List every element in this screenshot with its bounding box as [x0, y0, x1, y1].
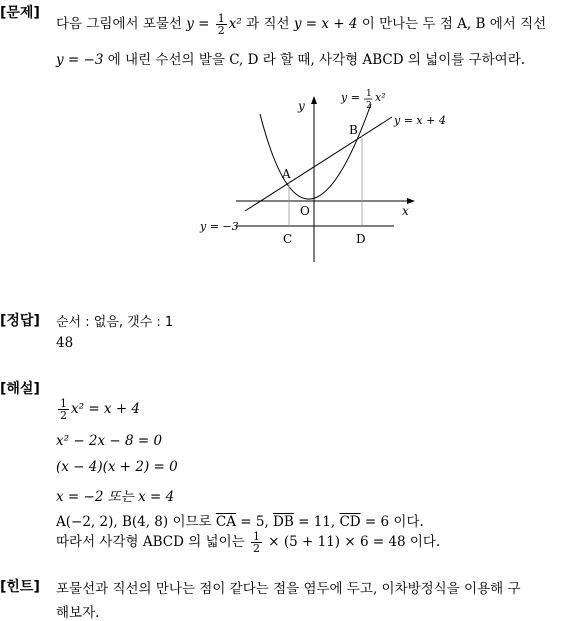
- point-C-label: C: [283, 232, 293, 246]
- step1-fraction: [58, 398, 69, 421]
- solution-step-2: x² − 2x − 8 = 0: [56, 433, 163, 449]
- point-D-label: D: [356, 232, 366, 246]
- problem-label: [문제]: [0, 5, 40, 21]
- answer-value: 48: [56, 335, 74, 351]
- segment-CD: $\overline{CD}$: [339, 514, 361, 530]
- solution-step-1: [56, 398, 140, 421]
- step1-den: 2: [60, 409, 67, 422]
- solution-step-6: [56, 530, 440, 554]
- x-axis-label: x: [402, 204, 409, 218]
- parabola-label-end: x²: [375, 91, 386, 104]
- step6-text: 따라서 사각형 ABCD 의 넓이는: [56, 534, 245, 550]
- frac-numerator: 1: [217, 12, 225, 25]
- solution-step-4: x = −2 또는 x = 4: [56, 489, 175, 505]
- horizontal-line-label: y = −3: [200, 220, 239, 233]
- origin-label: O: [300, 204, 310, 218]
- step6-num: 1: [252, 530, 260, 543]
- solution-step-3: (x − 4)(x + 2) = 0: [56, 459, 178, 475]
- hint-line-1: 포물선과 직선의 만나는 점이 같다는 점을 염두에 두고, 이차방정식을 이용해 구: [56, 581, 521, 597]
- hint-line-2: 해보자.: [56, 605, 100, 621]
- problem-text-b: 과 직선: [246, 16, 290, 32]
- parabola-eq-start: y =: [186, 16, 210, 32]
- problem-text-d: 에 내린 수선의 발을 C, D 라 할 때, 사각형 ABCD 의 넓이를 구하여라.: [107, 52, 526, 68]
- segment-CD-value: = 6 이다.: [364, 514, 424, 530]
- line-label: y = x + 4: [394, 114, 446, 127]
- parabola-label-start: y =: [341, 91, 360, 104]
- parabola-curve: [260, 104, 371, 199]
- answer-meta: 순서 : 없음, 갯수 : 1: [56, 315, 174, 330]
- line-curve: [245, 117, 392, 211]
- step5-text: A(−2, 2), B(4, 8) 이므로: [56, 514, 212, 530]
- step1-rest: x² = x + 4: [71, 401, 141, 417]
- frac-denominator: 2: [217, 24, 225, 37]
- step6-den: 2: [252, 542, 260, 555]
- parabola-line-figure: [0, 0, 588, 290]
- segment-DB: $\overline{DB}$: [273, 514, 294, 530]
- problem-text-c: 이 만나는 두 점 A, B 에서 직선: [361, 16, 547, 32]
- line-equation: y = x + 4: [293, 16, 358, 32]
- point-B-label: B: [349, 123, 358, 137]
- step6-fraction: [251, 531, 262, 554]
- point-A-label: A: [282, 167, 291, 181]
- segment-DB-value: = 11,: [298, 514, 336, 530]
- problem-text-a: 다음 그림에서 포물선: [56, 16, 182, 32]
- horizontal-line-eq: y = −3: [56, 52, 104, 68]
- step1-num: 1: [60, 397, 67, 410]
- parabola-label-den: 2: [366, 101, 372, 111]
- hint-label: [힌트]: [0, 579, 40, 595]
- answer-label: [정답]: [0, 313, 40, 329]
- parabola-label-num: 1: [366, 89, 372, 99]
- parabola-eq-tail: x²: [228, 16, 242, 32]
- y-axis-label: y: [298, 99, 305, 113]
- step6-result: × (5 + 11) × 6 = 48 이다.: [268, 534, 441, 550]
- segment-CA: $\overline{CA}$: [215, 514, 236, 530]
- solution-label: [해설]: [0, 381, 40, 397]
- solution-step-5: [56, 510, 424, 530]
- segment-CA-value: = 5,: [240, 514, 269, 530]
- y-axis-arrow: [311, 96, 317, 104]
